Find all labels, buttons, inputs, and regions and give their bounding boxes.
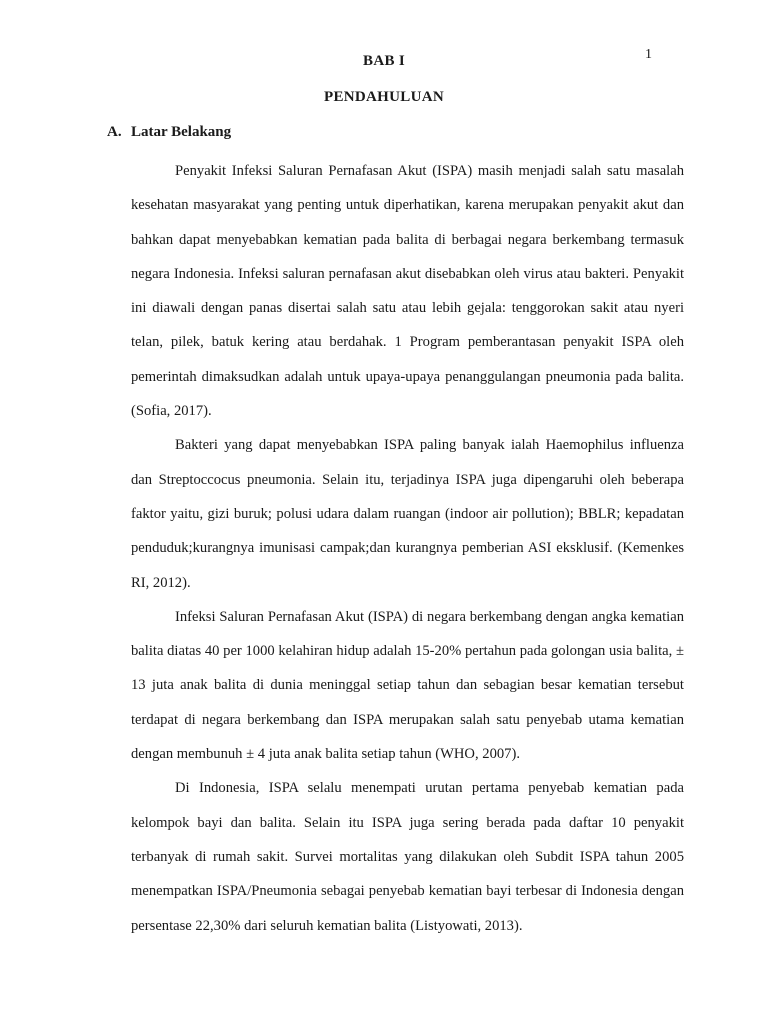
chapter-title: PENDAHULUAN — [324, 89, 444, 105]
chapter-label: BAB I — [363, 53, 405, 69]
paragraph: Di Indonesia, ISPA selalu menempati urutan pertama penyebab kematian pada kelompok bayi dan balita. Selain itu ISPA juga sering berada pada daftar 10 penyakit terbanyak di rumah sakit. Survei mortalitas yang dilakukan oleh Subdit ISPA tahun 2005 menempatkan ISPA/Pneumonia sebagai penyebab kematian bayi terbesar di Indonesia dengan persentase 22,30% dari seluruh kematian balita (Listyowati, 2013). — [131, 780, 684, 934]
section-title: Latar Belakang — [131, 124, 232, 140]
section-heading — [107, 123, 231, 141]
paragraph: Bakteri yang dapat menyebabkan ISPA paling banyak ialah Haemophilus influenza dan Streptoccocus pneumonia. Selain itu, terjadinya ISPA juga dipengaruhi oleh beberapa faktor yaitu, gizi buruk; polusi udara dalam ruangan (indoor air pollution); BBLR; kepadatan penduduk;kurangnya imunisasi campak;dan kurangnya pemberian ASI eksklusif. (Kemenkes RI, 2012). — [131, 437, 684, 591]
paragraph: Infeksi Saluran Pernafasan Akut (ISPA) di negara berkembang dengan angka kematian balita diatas 40 per 1000 kelahiran hidup adalah 15-20% pertahun pada golongan usia balita, ± 13 juta anak balita di dunia meninggal setiap tahun dan sebagian besar kematian tersebut terdapat di negara berkembang dan ISPA merupakan salah satu penyebab utama kematian dengan membunuh ± 4 juta anak balita setiap tahun (WHO, 2007). — [131, 608, 684, 763]
page-number: 1 — [645, 47, 652, 62]
section-marker: A. — [107, 124, 122, 140]
paragraph: Penyakit Infeksi Saluran Pernafasan Akut (ISPA) masih menjadi salah satu masalah kesehatan masyarakat yang penting untuk diperhatikan, karena merupakan penyakit akut dan bahkan dapat menyebabkan kematian pada balita di berbagai negara berkembang termasuk negara Indonesia. Infeksi saluran pernafasan akut disebabkan oleh virus atau bakteri. Penyakit ini diawali dengan panas disertai salah satu atau lebih gejala: tenggorokan sakit atau nyeri telan, pilek, batuk kering atau berdahak. 1 Program pemberantasan penyakit ISPA oleh pemerintah dimaksudkan adalah untuk upaya-upaya penanggulangan pneumonia pada balita. (Sofia, 2017). — [131, 163, 684, 420]
body-text — [131, 154, 684, 943]
